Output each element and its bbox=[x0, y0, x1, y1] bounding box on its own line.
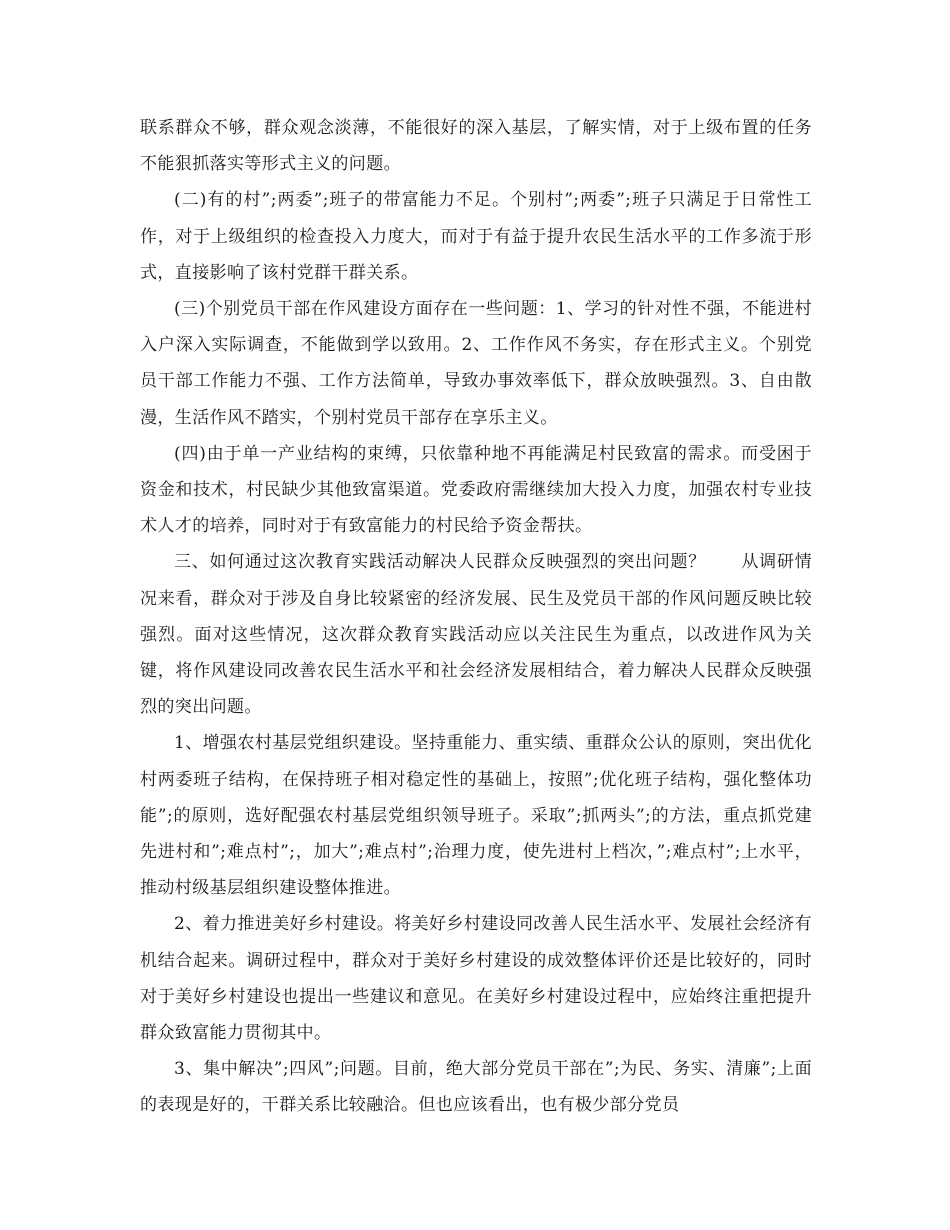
paragraph: 2、着力推进美好乡村建设。将美好乡村建设同改善人民生活水平、发展社会经济有机结合起来。调研过程中，群众对于美好乡村建设的成效整体评价还是比较好的，同时对于美好乡村建设也提出一些建议和意见。在美好乡村建设过程中，应始终注重把提升群众致富能力贯彻其中。 bbox=[140, 914, 812, 1044]
paragraph: (二)有的村”;两委”;班子的带富能力不足。个别村”;两委”;班子只满足于日常性工作，对于上级组织的检查投入力度大，而对于有益于提升农民生活水平的工作多流于形式，直接影响了该村党群干群关系。 bbox=[140, 190, 812, 283]
paragraph: (三)个别党员干部在作风建设方面存在一些问题：1、学习的针对性不强，不能进村入户深入实际调查，不能做到学以致用。2、工作作风不务实，存在形式主义。个别党员干部工作能力不强、工作方法简单，导致办事效率低下，群众放映强烈。3、自由散漫，生活作风不踏实，个别村党员干部存在享乐主义。 bbox=[140, 299, 812, 428]
paragraph: 三、如何通过这次教育实践活动解决人民群众反映强烈的突出问题？ 从调研情况来看，群众对于涉及自身比较紧密的经济发展、民生及党员干部的作风问题反映比较强烈。面对这些情况，这次群众教育实践活动应以关注民生为重点，以改进作风为关键，将作风建设同改善农民生活水平和社会经济发展相结合，着力解决人民群众反映强烈的突出问题。 bbox=[140, 552, 812, 718]
paragraph: 联系群众不够，群众观念淡薄，不能很好的深入基层，了解实情，对于上级布置的任务不能狠抓落实等形式主义的问题。 bbox=[140, 118, 812, 175]
paragraph: 3、集中解决”;四风”;问题。目前，绝大部分党员干部在”;为民、务实、清廉”;上面的表现是好的，干群关系比较融洽。但也应该看出，也有极少部分党员 bbox=[140, 1059, 812, 1116]
document-body bbox=[140, 110, 812, 1124]
paragraph: (四)由于单一产业结构的束缚，只依靠种地不再能满足村民致富的需求。而受困于资金和技术，村民缺少其他致富渠道。党委政府需继续加大投入力度，加强农村专业技术人才的培养，同时对于有致富能力的村民给予资金帮扶。 bbox=[140, 443, 812, 537]
paragraph: 1、增强农村基层党组织建设。坚持重能力、重实绩、重群众公认的原则，突出优化村两委班子结构，在保持班子相对稳定性的基础上，按照”;优化班子结构，强化整体功能”;的原则，选好配强农村基层党组织领导班子。采取”;抓两头”;的方法，重点抓党建先进村和”;难点村”;，加大”;难点村”;治理力度，使先进村上档次，”;难点村”;上水平，推动村级基层组织建设整体推进。 bbox=[140, 733, 812, 899]
